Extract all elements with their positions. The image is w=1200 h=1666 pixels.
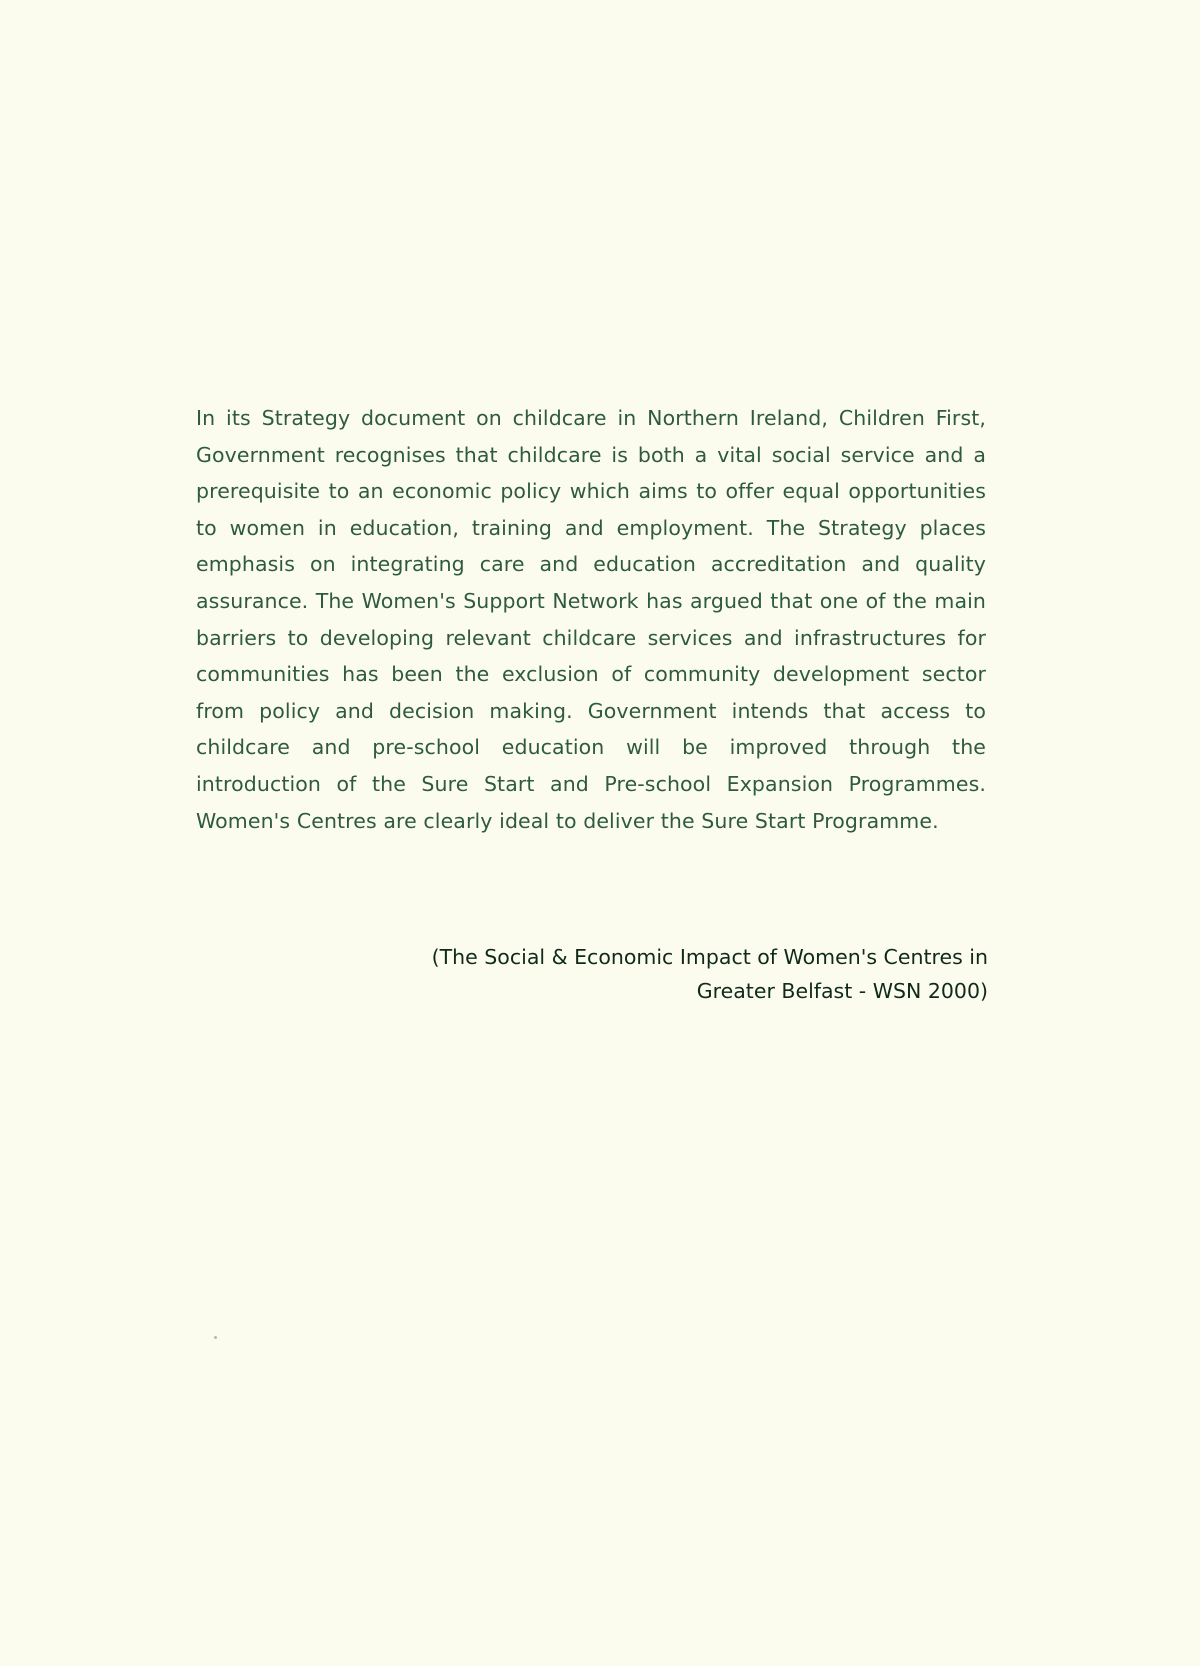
citation-line-1: (The Social & Economic Impact of Women's Centres in	[431, 945, 988, 969]
body-paragraph: In its Strategy document on childcare in Northern Ireland, Children First, Government recognises that childcare is both a vital social service and a prerequisite to an economic policy which aims to offer equal opportunities to women in education, training and employment. The Strategy places emphasis on integrating care and education accreditation and quality assurance. The Women's Support Network has argued that one of the main barriers to developing relevant childcare services and infrastructures for communities has been the exclusion of community development sector from policy and decision making. Government intends that access to childcare and pre-school education will be improved through the introduction of the Sure Start and Pre-school Expansion Programmes. Women's Centres are clearly ideal to deliver the Sure Start Programme.	[196, 406, 986, 833]
citation	[348, 940, 988, 1008]
paper-speck	[214, 1336, 217, 1339]
citation-line-2: Greater Belfast - WSN 2000)	[696, 979, 988, 1003]
